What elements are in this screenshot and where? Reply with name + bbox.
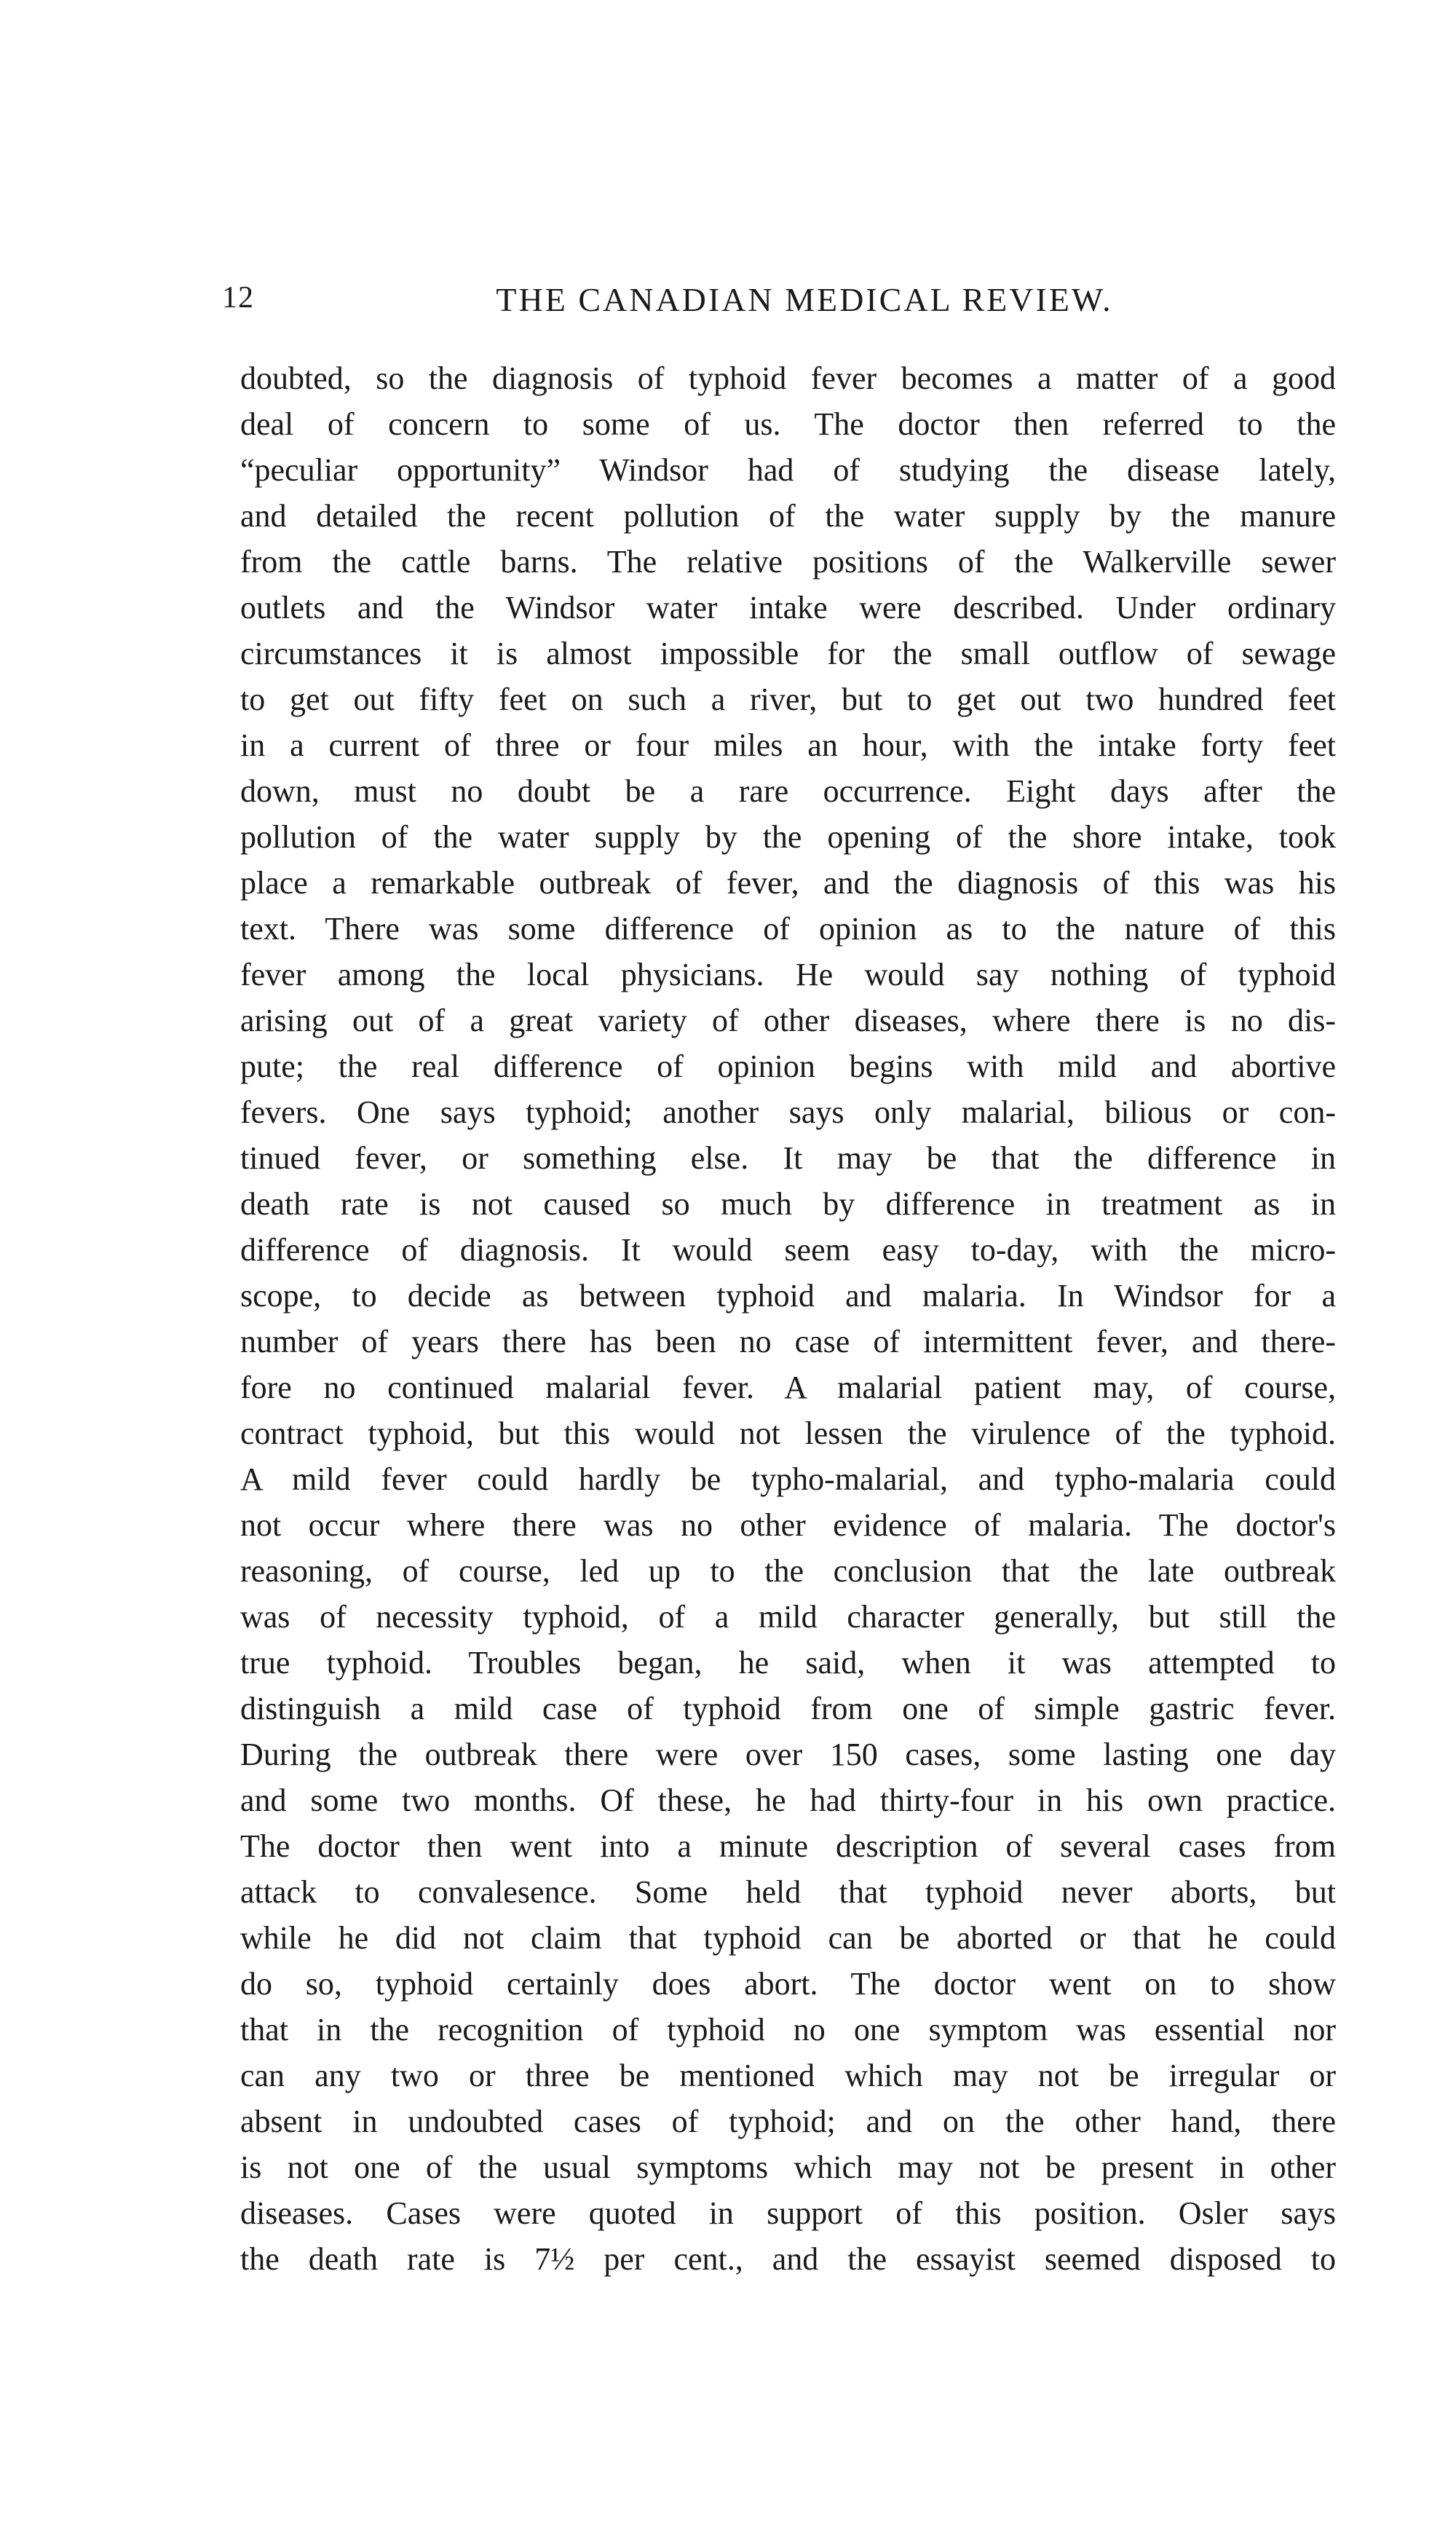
running-head: THE CANADIAN MEDICAL REVIEW. <box>496 281 1113 318</box>
text-line: outlets and the Windsor water intake were described. Under ordinary <box>240 590 1336 625</box>
text-line: arising out of a great variety of other diseases, where there is no dis- <box>240 1003 1336 1038</box>
text-line: place a remarkable outbreak of fever, and the diagnosis of this was his <box>240 865 1336 901</box>
text-line: pollution of the water supply by the opening of the shore intake, took <box>240 819 1336 855</box>
body-text <box>240 355 1336 2282</box>
text-line: text. There was some difference of opinion as to the nature of this <box>240 911 1336 947</box>
text-line: attack to convalesence. Some held that typhoid never aborts, but <box>240 1874 1336 1910</box>
text-line: was of necessity typhoid, of a mild character generally, but still the <box>240 1599 1336 1635</box>
text-line: in a current of three or four miles an hour, with the intake forty feet <box>240 727 1336 763</box>
page-number: 12 <box>222 281 254 315</box>
text-line: scope, to decide as between typhoid and malaria. In Windsor for a <box>240 1278 1336 1314</box>
text-line: During the outbreak there were over 150 cases, some lasting one day <box>240 1737 1336 1772</box>
text-line: true typhoid. Troubles began, he said, when it was attempted to <box>240 1645 1336 1681</box>
text-line: reasoning, of course, led up to the conclusion that the late outbreak <box>240 1553 1336 1589</box>
text-line: “peculiar opportunity” Windsor had of studying the disease lately, <box>240 452 1336 488</box>
text-line: death rate is not caused so much by difference in treatment as in <box>240 1186 1336 1222</box>
text-line: circumstances it is almost impossible for the small outflow of sewage <box>240 636 1336 671</box>
text-line: not occur where there was no other evidence of malaria. The doctor's <box>240 1507 1336 1543</box>
text-line: pute; the real difference of opinion begins with mild and abortive <box>240 1049 1336 1084</box>
text-line: The doctor then went into a minute description of several cases from <box>240 1828 1336 1864</box>
text-line: fever among the local physicians. He would say nothing of typhoid <box>240 957 1336 992</box>
text-line: that in the recognition of typhoid no one symptom was essential nor <box>240 2012 1336 2048</box>
text-line: tinued fever, or something else. It may be that the difference in <box>240 1140 1336 1176</box>
text-line: to get out fifty feet on such a river, but to get out two hundred feet <box>240 682 1336 717</box>
text-line: fore no continued malarial fever. A malarial patient may, of course, <box>240 1370 1336 1405</box>
text-line: and some two months. Of these, he had thirty-four in his own practice. <box>240 1782 1336 1818</box>
text-line: from the cattle barns. The relative positions of the Walkerville sewer <box>240 544 1336 580</box>
text-line: number of years there has been no case of intermittent fever, and there- <box>240 1324 1336 1359</box>
text-line: absent in undoubted cases of typhoid; and on the other hand, there <box>240 2104 1336 2139</box>
text-line: doubted, so the diagnosis of typhoid fever becomes a matter of a good <box>240 360 1336 396</box>
text-line: distinguish a mild case of typhoid from one of simple gastric fever. <box>240 1691 1336 1726</box>
text-line: A mild fever could hardly be typho-malarial, and typho-malaria could <box>240 1461 1336 1497</box>
text-line: contract typhoid, but this would not lessen the virulence of the typhoid. <box>240 1415 1336 1451</box>
text-line: difference of diagnosis. It would seem easy to-day, with the micro- <box>240 1232 1336 1268</box>
text-line: is not one of the usual symptoms which may not be present in other <box>240 2149 1336 2185</box>
text-line: fevers. One says typhoid; another says only malarial, bilious or con- <box>240 1094 1336 1130</box>
text-line: and detailed the recent pollution of the water supply by the manure <box>240 498 1336 534</box>
text-line: can any two or three be mentioned which may not be irregular or <box>240 2058 1336 2093</box>
text-line: down, must no doubt be a rare occurrence. Eight days after the <box>240 773 1336 809</box>
text-line: deal of concern to some of us. The doctor then referred to the <box>240 406 1336 442</box>
text-line: do so, typhoid certainly does abort. The doctor went on to show <box>240 1966 1336 2002</box>
text-line: while he did not claim that typhoid can be aborted or that he could <box>240 1920 1336 1956</box>
text-line: diseases. Cases were quoted in support of this position. Osler says <box>240 2195 1336 2231</box>
text-line: the death rate is 7½ per cent., and the essayist seemed disposed to <box>240 2241 1336 2277</box>
page-header <box>222 280 1358 324</box>
